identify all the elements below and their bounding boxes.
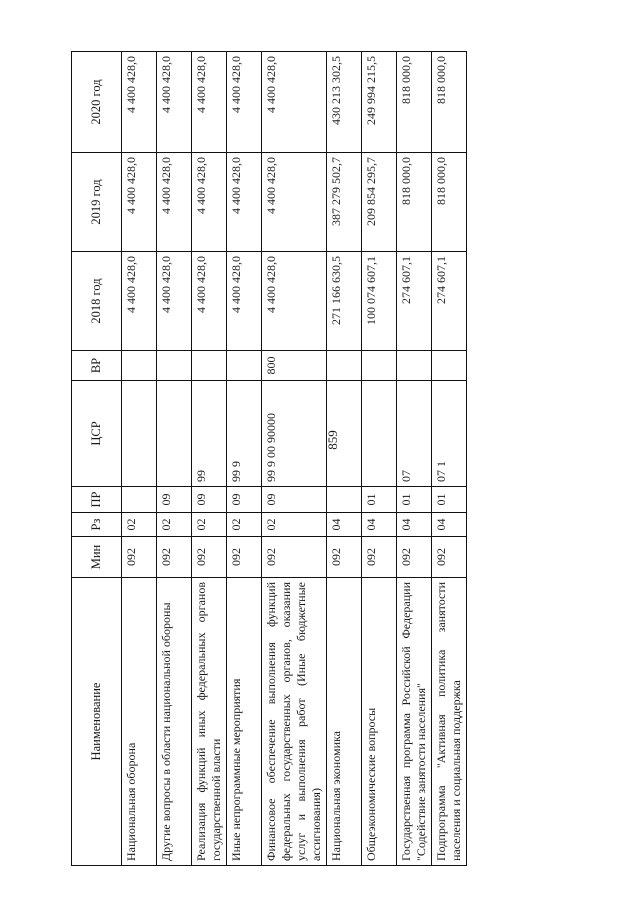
cell-pr: 01 xyxy=(362,487,397,513)
cell-pr xyxy=(122,487,157,513)
cell-csr: 99 9 00 90000 xyxy=(262,381,327,487)
cell-rz: 04 xyxy=(432,513,467,537)
cell-csr xyxy=(122,381,157,487)
cell-2018: 271 166 630,5 xyxy=(327,252,362,351)
cell-2018: 4 400 428,0 xyxy=(227,252,262,351)
cell-2020: 4 400 428,0 xyxy=(227,52,262,153)
cell-min: 092 xyxy=(432,537,467,578)
header-csr: ЦСР xyxy=(72,381,122,487)
cell-pr: 09 xyxy=(157,487,192,513)
cell-pr: 09 xyxy=(262,487,327,513)
cell-csr: 07 1 xyxy=(432,381,467,487)
cell-name: Иные непрограммные мероприятия xyxy=(227,578,262,866)
header-rz: Рз xyxy=(72,513,122,537)
cell-2019: 818 000,0 xyxy=(397,153,432,252)
cell-min: 092 xyxy=(327,537,362,578)
cell-rz: 02 xyxy=(122,513,157,537)
cell-2018: 100 074 607,1 xyxy=(362,252,397,351)
cell-name: Другие вопросы в области национальной обороны xyxy=(157,578,192,866)
cell-2020: 430 213 302,5 xyxy=(327,52,362,153)
table-row xyxy=(397,52,432,866)
cell-2020: 818 000,0 xyxy=(432,52,467,153)
cell-vr xyxy=(122,351,157,381)
cell-min: 092 xyxy=(122,537,157,578)
cell-pr: 01 xyxy=(432,487,467,513)
cell-2020: 4 400 428,0 xyxy=(262,52,327,153)
cell-2019: 4 400 428,0 xyxy=(192,153,227,252)
cell-vr xyxy=(192,351,227,381)
cell-pr: 09 xyxy=(227,487,262,513)
cell-csr xyxy=(327,381,362,487)
cell-min: 092 xyxy=(262,537,327,578)
cell-min: 092 xyxy=(227,537,262,578)
cell-csr xyxy=(362,381,397,487)
cell-rz: 04 xyxy=(362,513,397,537)
header-2019: 2019 год xyxy=(72,153,122,252)
header-name: Наименование xyxy=(72,578,122,866)
cell-rz: 02 xyxy=(192,513,227,537)
cell-2019: 4 400 428,0 xyxy=(227,153,262,252)
cell-2018: 274 607,1 xyxy=(397,252,432,351)
cell-csr: 07 xyxy=(397,381,432,487)
cell-min: 092 xyxy=(362,537,397,578)
table-row xyxy=(362,52,397,866)
cell-name: Национальная экономика xyxy=(327,578,362,866)
cell-2018: 274 607,1 xyxy=(432,252,467,351)
cell-2018: 4 400 428,0 xyxy=(122,252,157,351)
header-pr: ПР xyxy=(72,487,122,513)
cell-vr xyxy=(362,351,397,381)
cell-2019: 4 400 428,0 xyxy=(262,153,327,252)
cell-name: Подпрограмма "Активная политика занятости населения и социальная поддержка xyxy=(432,578,467,866)
cell-name: Реализация функций иных федеральных органов государственной власти xyxy=(192,578,227,866)
header-2018: 2018 год xyxy=(72,252,122,351)
cell-name: Государственная программа Российской Федерации "Содействие занятости населения" xyxy=(397,578,432,866)
cell-name: Финансовое обеспечение выполнения функций федеральных государственных органов, оказания услуг и выполнения работ (Иные бюджетные ассигнования) xyxy=(262,578,327,866)
cell-min: 092 xyxy=(397,537,432,578)
header-2020: 2020 год xyxy=(72,52,122,153)
cell-rz: 04 xyxy=(327,513,362,537)
cell-csr: 99 9 xyxy=(227,381,262,487)
cell-vr xyxy=(227,351,262,381)
cell-csr: 99 xyxy=(192,381,227,487)
table-row xyxy=(192,52,227,866)
cell-rz: 02 xyxy=(157,513,192,537)
cell-2020: 4 400 428,0 xyxy=(192,52,227,153)
cell-vr xyxy=(432,351,467,381)
cell-2019: 209 854 295,7 xyxy=(362,153,397,252)
cell-rz: 04 xyxy=(397,513,432,537)
rotated-page-content xyxy=(71,52,630,866)
table-row xyxy=(227,52,262,866)
cell-2019: 4 400 428,0 xyxy=(122,153,157,252)
cell-vr xyxy=(157,351,192,381)
cell-vr: 800 xyxy=(262,351,327,381)
cell-csr xyxy=(157,381,192,487)
cell-2019: 4 400 428,0 xyxy=(157,153,192,252)
cell-rz: 02 xyxy=(262,513,327,537)
table-row xyxy=(157,52,192,866)
table-row xyxy=(262,52,327,866)
cell-pr xyxy=(327,487,362,513)
cell-2020: 249 994 215,5 xyxy=(362,52,397,153)
cell-2020: 4 400 428,0 xyxy=(122,52,157,153)
table-row xyxy=(122,52,157,866)
cell-pr: 01 xyxy=(397,487,432,513)
header-vr: ВР xyxy=(72,351,122,381)
page-number-text: 859 xyxy=(325,430,340,450)
header-min: Мин xyxy=(72,537,122,578)
table-row xyxy=(432,52,467,866)
cell-2019: 818 000,0 xyxy=(432,153,467,252)
cell-vr xyxy=(327,351,362,381)
cell-min: 092 xyxy=(192,537,227,578)
table-row xyxy=(327,52,362,866)
cell-rz: 02 xyxy=(227,513,262,537)
cell-2020: 818 000,0 xyxy=(397,52,432,153)
cell-2018: 4 400 428,0 xyxy=(157,252,192,351)
budget-table xyxy=(71,51,467,866)
cell-2018: 4 400 428,0 xyxy=(192,252,227,351)
cell-name: Общеэкономические вопросы xyxy=(362,578,397,866)
cell-2018: 4 400 428,0 xyxy=(262,252,327,351)
cell-2020: 4 400 428,0 xyxy=(157,52,192,153)
cell-pr: 09 xyxy=(192,487,227,513)
cell-min: 092 xyxy=(157,537,192,578)
cell-vr xyxy=(397,351,432,381)
cell-name: Национальная оборона xyxy=(122,578,157,866)
cell-2019: 387 279 502,7 xyxy=(327,153,362,252)
table-header-row xyxy=(72,52,122,866)
